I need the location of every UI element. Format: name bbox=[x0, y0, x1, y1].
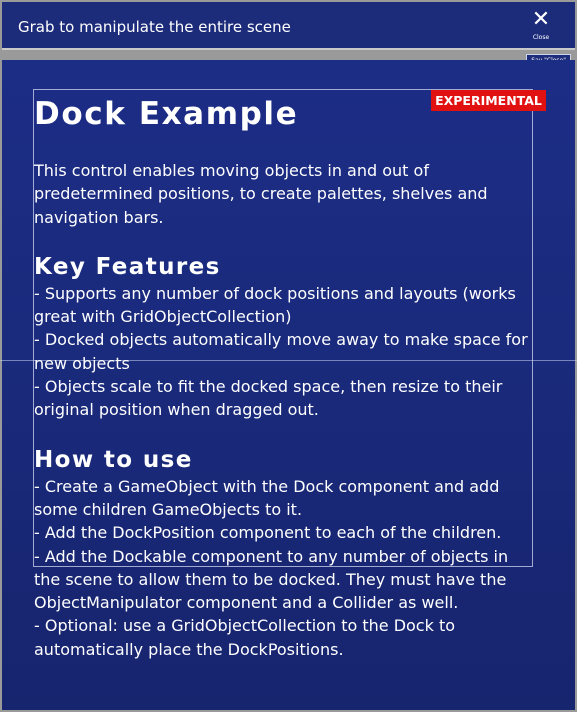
list-item: - Supports any number of dock positions and layouts (works bbox=[34, 283, 516, 303]
list-item: - Add the Dockable component to any number of objects in bbox=[34, 546, 509, 566]
how-to-use-list bbox=[34, 475, 534, 661]
list-item: - Objects scale to fit the docked space, then resize to their bbox=[34, 377, 503, 397]
intro-line: predetermined positions, to create palettes, shelves and bbox=[34, 184, 488, 204]
list-item: the scene to allow them to be docked. They must have the bbox=[34, 569, 507, 589]
close-button[interactable] bbox=[521, 8, 561, 48]
list-item: automatically place the DockPositions. bbox=[34, 639, 344, 659]
list-item: new objects bbox=[34, 353, 130, 373]
list-item: original position when dragged out. bbox=[34, 400, 319, 420]
intro-line: This control enables moving objects in and out of bbox=[34, 161, 429, 180]
page-title: Dock Example bbox=[34, 96, 299, 132]
list-item: - Add the DockPosition component to each of the children. bbox=[34, 523, 502, 543]
list-item: - Optional: use a GridObjectCollection to the Dock to bbox=[34, 616, 456, 636]
intro-line: navigation bars. bbox=[34, 207, 164, 227]
list-item: - Docked objects automatically move away to make space for bbox=[34, 330, 528, 350]
grab-bar-title: Grab to manipulate the entire scene bbox=[18, 18, 291, 36]
close-button-label: Close bbox=[532, 34, 550, 41]
list-item: some children GameObjects to it. bbox=[34, 499, 303, 519]
panel-content bbox=[34, 94, 534, 661]
close-icon: ✕ bbox=[531, 7, 551, 32]
how-to-use-heading: How to use bbox=[34, 446, 193, 473]
experimental-badge: EXPERIMENTAL bbox=[431, 90, 546, 111]
key-features-heading: Key Features bbox=[34, 253, 221, 280]
intro-text bbox=[34, 159, 534, 229]
list-item: great with GridObjectCollection) bbox=[34, 307, 292, 327]
grab-bar[interactable] bbox=[2, 2, 575, 50]
list-item: - Create a GameObject with the Dock component and add bbox=[34, 476, 500, 496]
key-features-list bbox=[34, 282, 534, 422]
list-item: ObjectManipulator component and a Collider as well. bbox=[34, 593, 459, 613]
